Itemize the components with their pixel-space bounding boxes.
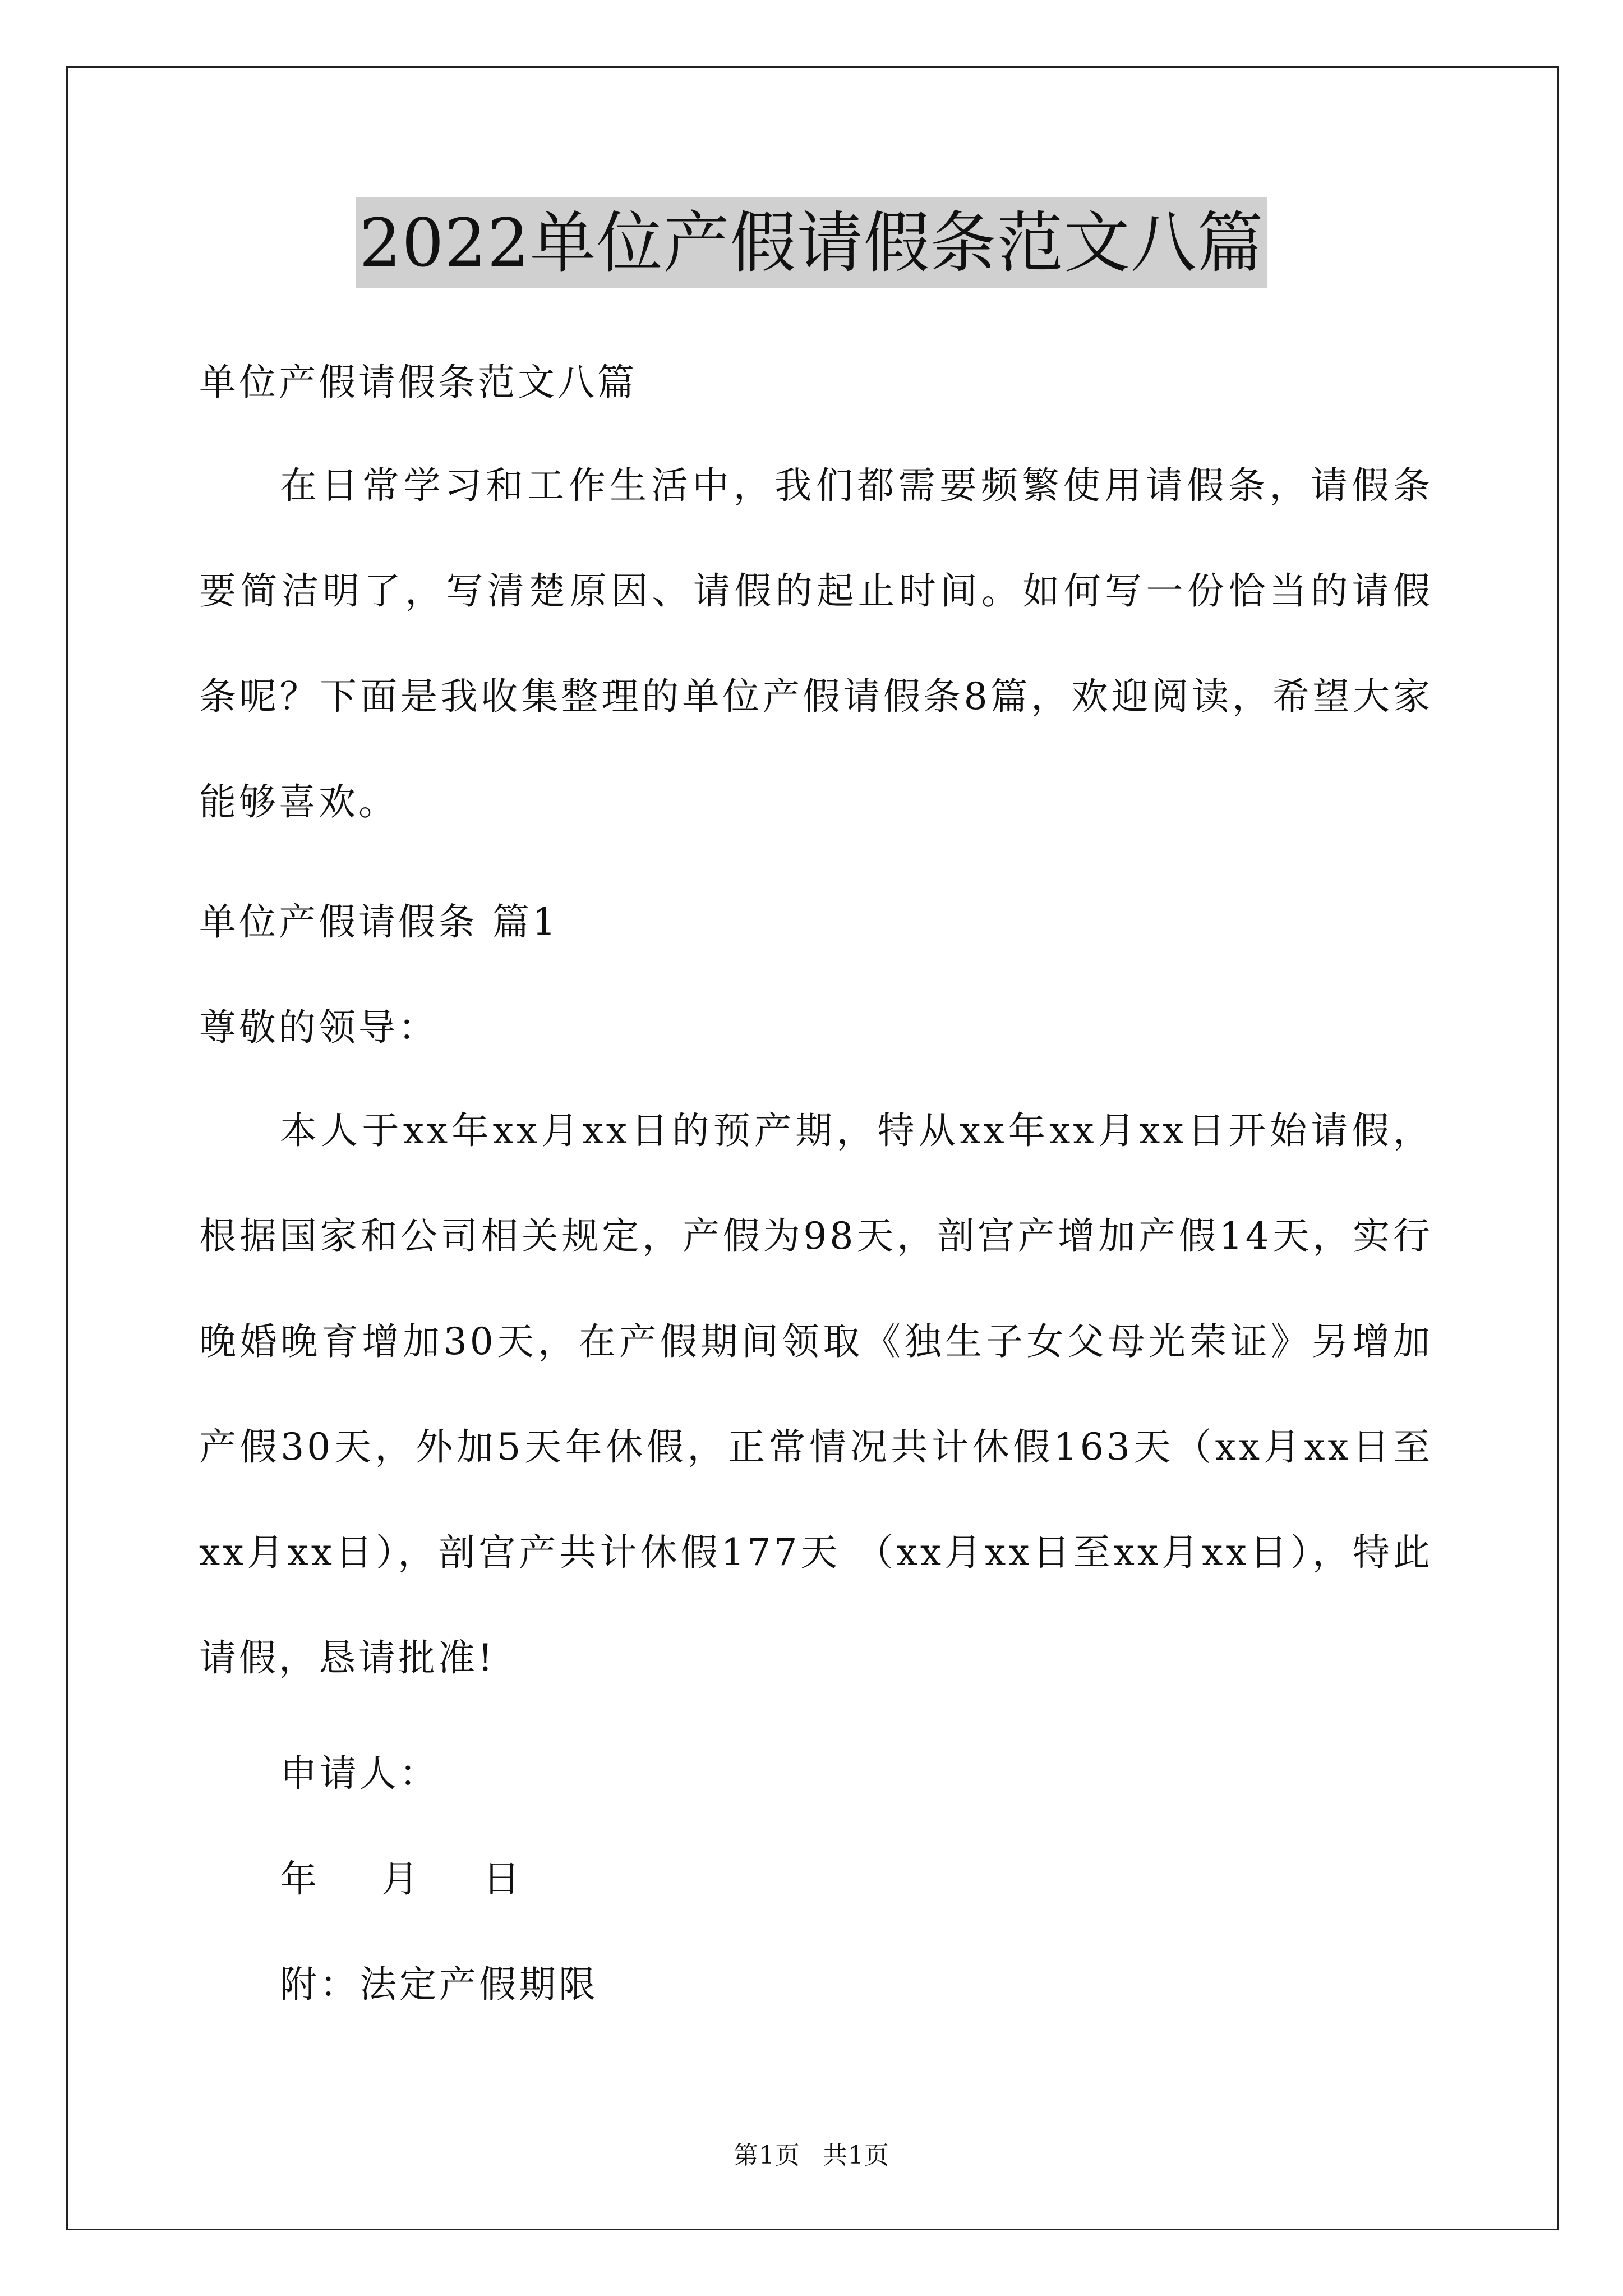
page-current: 第1页 xyxy=(734,2141,800,2170)
title-wrap xyxy=(0,197,1623,288)
date-day: 日 xyxy=(483,1857,523,1901)
page-footer xyxy=(0,2135,1623,2171)
applicant-label: 申请人： xyxy=(280,1752,439,1795)
page-total: 共1页 xyxy=(823,2141,889,2170)
body-paragraph: 本人于xx年xx月xx日的预产期，特从xx年xx月xx日开始请假，根据国家和公司相关规定，产假为98天，剖宫产增加产假14天，实行晚婚晚育增加30天，在产假期间领取《独生子女父母光荣证》另增加产假30天，外加5天年休假，正常情况共计休假163天（xx月xx日至xx月xx日），剖宫产共计休假177天 （xx月xx日至xx月xx日），特此请假，恳请批准! xyxy=(199,1109,1433,1680)
section-heading: 单位产假请假条 篇1 xyxy=(199,900,559,944)
date-line xyxy=(280,1849,523,1902)
date-month: 月 xyxy=(381,1857,421,1901)
document-title: 2022单位产假请假条范文八篇 xyxy=(356,197,1267,288)
salutation: 尊敬的领导： xyxy=(199,1006,438,1049)
appendix-line: 附：法定产假期限 xyxy=(280,1963,598,2006)
date-year: 年 xyxy=(280,1857,320,1901)
intro-paragraph: 在日常学习和工作生活中，我们都需要频繁使用请假条，请假条要简洁明了，写清楚原因、请假的起止时间。如何写一份恰当的请假条呢？下面是我收集整理的单位产假请假条8篇，欢迎阅读，希望大家能够喜欢。 xyxy=(199,464,1433,823)
document-subtitle: 单位产假请假条范文八篇 xyxy=(199,361,637,404)
